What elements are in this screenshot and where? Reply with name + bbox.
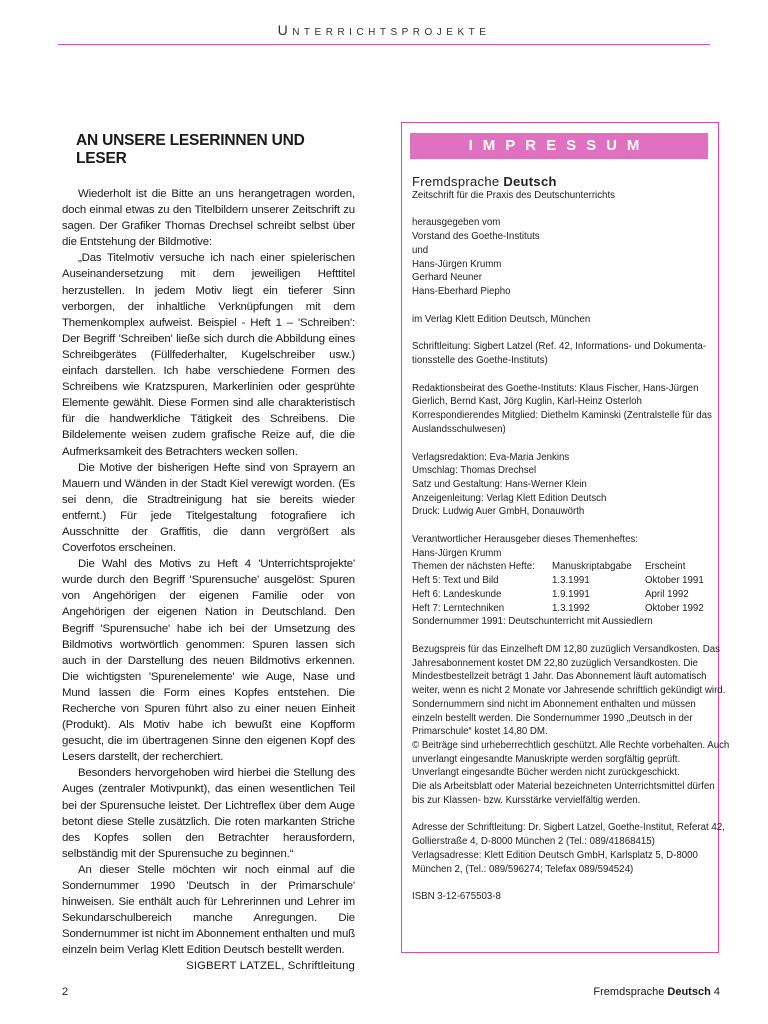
board-line: Redaktionsbeirat des Goethe-Instituts: Klaus Fischer, Hans-Jürgen [412,382,699,394]
chief-line: Schriftleitung: Sigbert Latzel (Ref. 42, Informations- und Dokumenta- [412,341,706,353]
article-paragraph: Die Motive der bisherigen Hefte sind von Sprayern an Mauern und Wänden in der Stadt Kiel verewigt worden. (Es sei denn, die Stradtreinigung hat sie bereits wieder entfernt.) Für jede Titelgestaltung fotografiere ich Ausschnitte der Graffitis, die dann vergrößert als Coverfotos erscheinen. [62,461,355,555]
special-issue-line: Sondernummer 1991: Deutschunterricht mit Aussiedlern [412,616,653,628]
article-body [62,186,355,959]
section-title: Unterrichtsprojekte [277,22,491,38]
article-signature: SIGBERT LATZEL, Schriftleitung [186,959,355,972]
pricing-line: Primarschule“ kostet 14,80 DM. [412,726,548,738]
magazine-name-prefix: Fremdsprache [412,174,504,189]
article-title: AN UNSERE LESERINNEN UND LESER [76,132,305,167]
header-rule [58,44,710,45]
production-line: Verlagsredaktion: Eva-Maria Jenkins [412,451,570,463]
table-cell: Erscheint [645,561,686,573]
table-cell: Manuskriptabgabe [552,561,632,573]
address-line: Adresse der Schriftleitung: Dr. Sigbert Latzel, Goethe-Institut, Referat 42, [412,822,725,834]
pricing-line: Sondernummern sind nicht im Abonnement enthalten und müssen [412,698,696,710]
chief-line: tionsstelle des Goethe-Instituts) [412,355,548,367]
board-line: Gierlich, Bernd Kast, Jörg Kuglin, Karl-Heinz Osterloh [412,396,642,408]
production-line: Umschlag: Thomas Drechsel [412,465,537,477]
pricing-line: Bezugspreis für das Einzelheft DM 12,80 zuzüglich Versandkosten. Das [412,643,721,655]
table-cell: Heft 7: Lerntechniken [412,602,505,614]
pricing-line: © Beiträge sind urheberrechtlich geschützt. Alle Rechte vorbehalten. Auch [412,739,730,751]
table-cell: Oktober 1991 [645,575,704,587]
editor-line: und [412,244,429,256]
editor-line: herausgegeben vom [412,217,501,229]
themes-table [412,560,708,615]
editor-line: Hans-Jürgen Krumm [412,258,502,270]
footer-magazine [593,986,720,998]
footer-prefix: Fremdsprache [593,986,668,998]
table-cell: 1.3.1991 [552,575,590,587]
production-line: Anzeigenleitung: Verlag Klett Edition Deutsch [412,492,607,504]
magazine-name-bold: Deutsch [503,174,557,189]
table-cell: Themen der nächsten Hefte: [412,561,535,573]
address-line: München 2, (Tel.: 089/596274; Telefax 089/594524) [412,863,634,875]
table-cell: Heft 6: Landeskunde [412,588,502,600]
table-cell: April 1992 [645,588,689,600]
editors-block [412,216,708,298]
address-line: Gollierstraße 4, D-8000 München 2 (Tel.: 089/41868415) [412,836,655,848]
table-cell: Oktober 1992 [645,602,704,614]
table-cell: 1.9.1991 [552,588,590,600]
article-paragraph: „Das Titelmotiv versuche ich nach einer spielerischen Auseinandersetzung mit dem jeweiligen Hefttitel herzustellen. In jedem Motiv liegt ein tieferer Sinn verborgen, der inhaltliche Verknüpfungen mit dem Themenkomplex aufweist. Beispiel - Heft 1 – 'Schreiben': Der Begriff 'Schreiben' ließe sich durch die Abbildung eines Schreibgerätes (Füllfederhalter, Kugelschreiber usw.) einfach darstellen. Ich habe verschiedene Formen des Schreibens wie Kratzspuren, Markerlinien oder gesprühte Elemente gewählt. Diese Formen sind alle charakteristisch für die handwerkliche Tätigkeit des Schreibens. Die Bildelemente weisen zudem grafische Reize auf, die die Aufmerksamkeit des Betrachters wecken sollen. [62,252,355,458]
article-paragraph: Die Wahl des Motivs zu Heft 4 'Unterrichtsprojekte' wurde durch den Begriff 'Spurensuche' ausgelöst: Spuren von Angehörigen der eigenen Familie oder von Angehörigen der eigenen Nation in Deutschland. Den Begriff 'Spurensuche' habe ich bei der Umsetzung des Bildmotivs wortwörtlich genommen: Spuren lassen sich auch in der Darstellung des neuen Bildmotivs erkennen. Die wichtigsten 'Spurenelemente' wie Auge, Nase und Mund lassen die Form eines Kopfes entstehen. Die Recherche von Spuren führt also zu einer neuen Einheit (Produkt). Als Motiv habe ich bewußt eine Kopfform gesucht, die im übertragenen Sinne den eigenen Kopf des Lesers darstellt, der recherchiert. [62,558,355,764]
production-block [412,451,708,520]
table-cell: 1.3.1992 [552,602,590,614]
pricing-line: weiter, wenn es nicht 2 Monate vor Jahresende schriftlich gekündigt wird. [412,685,726,697]
footer-issue: 4 [710,986,720,998]
magazine-name [412,175,708,189]
address-line: Verlagsadresse: Klett Edition Deutsch GmbH, Karlsplatz 5, D-8000 [412,849,698,861]
impressum-banner: IMPRESSUM [410,133,708,159]
table-cell: Heft 5: Text und Bild [412,575,499,587]
pricing-line: Jahresabonnement kostet DM 22,80 zuzüglich Versandkosten. Die [412,657,698,669]
editor-line: Hans-Eberhard Piepho [412,285,511,297]
pricing-line: bis zur Klassen- bzw. Kursstärke vervielfältig werden. [412,794,641,806]
editorial-board-block [412,382,712,437]
article-column [62,132,355,972]
themes-block [412,533,708,629]
article-paragraph: Besonders hervorgehoben wird hierbei die Stellung des Auges (zentraler Motivpunkt), das einen wesentlichen Teil bei der Spurensuche leistet. Der Lichtreflex über dem Auge betont diese Stelle zusätzlich. Die roten markanten Striche des Kopfes sollen den Betrachter herausfordern, selbständig mit der Spurensuche zu beginnen.“ [62,767,355,860]
article-paragraph: An dieser Stelle möchten wir noch einmal auf die Sondernummer 1990 'Deutsch in der Primarschule' hinweisen. Sie enthält auch für Lehrerinnen und Lehrer im Sekundarschulbereich manche Anregungen. Die Sondernummer ist nicht im Abonnement enthalten und muß einzeln beim Verlag Klett Edition Deutsch bestellt werden. [62,863,355,957]
board-line: Korrespondierendes Mitglied: Diethelm Kaminski (Zentralstelle für das [412,410,712,422]
pricing-line: einzeln bestellt werden. Die Sondernummer 1990 „Deutsch in der [412,712,693,724]
pricing-line: Mindestbestellzeit beträgt 1 Jahr. Das Abonnement läuft automatisch [412,671,707,683]
editor-line: Vorstand des Goethe-Instituts [412,231,540,243]
impressum-box [401,122,730,953]
pricing-line: Unverlangt eingesandte Bücher werden nicht zurückgeschickt. [412,767,680,779]
production-line: Druck: Ludwig Auer GmbH, Donauwörth [412,506,585,518]
address-block [412,821,725,876]
pricing-block [412,643,730,807]
editor-line: Gerhard Neuner [412,272,483,284]
board-line: Auslandsschulwesen) [412,423,506,435]
magazine-subtitle: Zeitschrift für die Praxis des Deutschunterrichts [412,189,615,201]
article-paragraph: Wiederholt ist die Bitte an uns herangetragen worden, doch einmal etwas zu den Titelbildern unserer Zeitschrift zu sagen. Der Grafiker Thomas Drechsel schreibt selbst über die Entstehung der Bildmotive: [62,188,355,249]
responsible-line: Verantwortlicher Herausgeber dieses Themenheftes: [412,534,638,546]
production-line: Satz und Gestaltung: Hans-Werner Klein [412,478,587,490]
footer-bold: Deutsch [667,986,711,998]
page-number: 2 [62,986,69,998]
pricing-line: Die als Arbeitsblatt oder Material bezeichneten Unterrichtsmittel dürfen [412,781,715,793]
chief-editor-block [412,340,708,367]
publisher-line: im Verlag Klett Edition Deutsch, München [412,313,591,325]
responsible-line: Hans-Jürgen Krumm [412,547,502,559]
pricing-line: unverlangt eingesandte Manuskripte werden sorgfältig geprüft. [412,753,681,765]
isbn: ISBN 3-12-675503-8 [412,891,501,903]
